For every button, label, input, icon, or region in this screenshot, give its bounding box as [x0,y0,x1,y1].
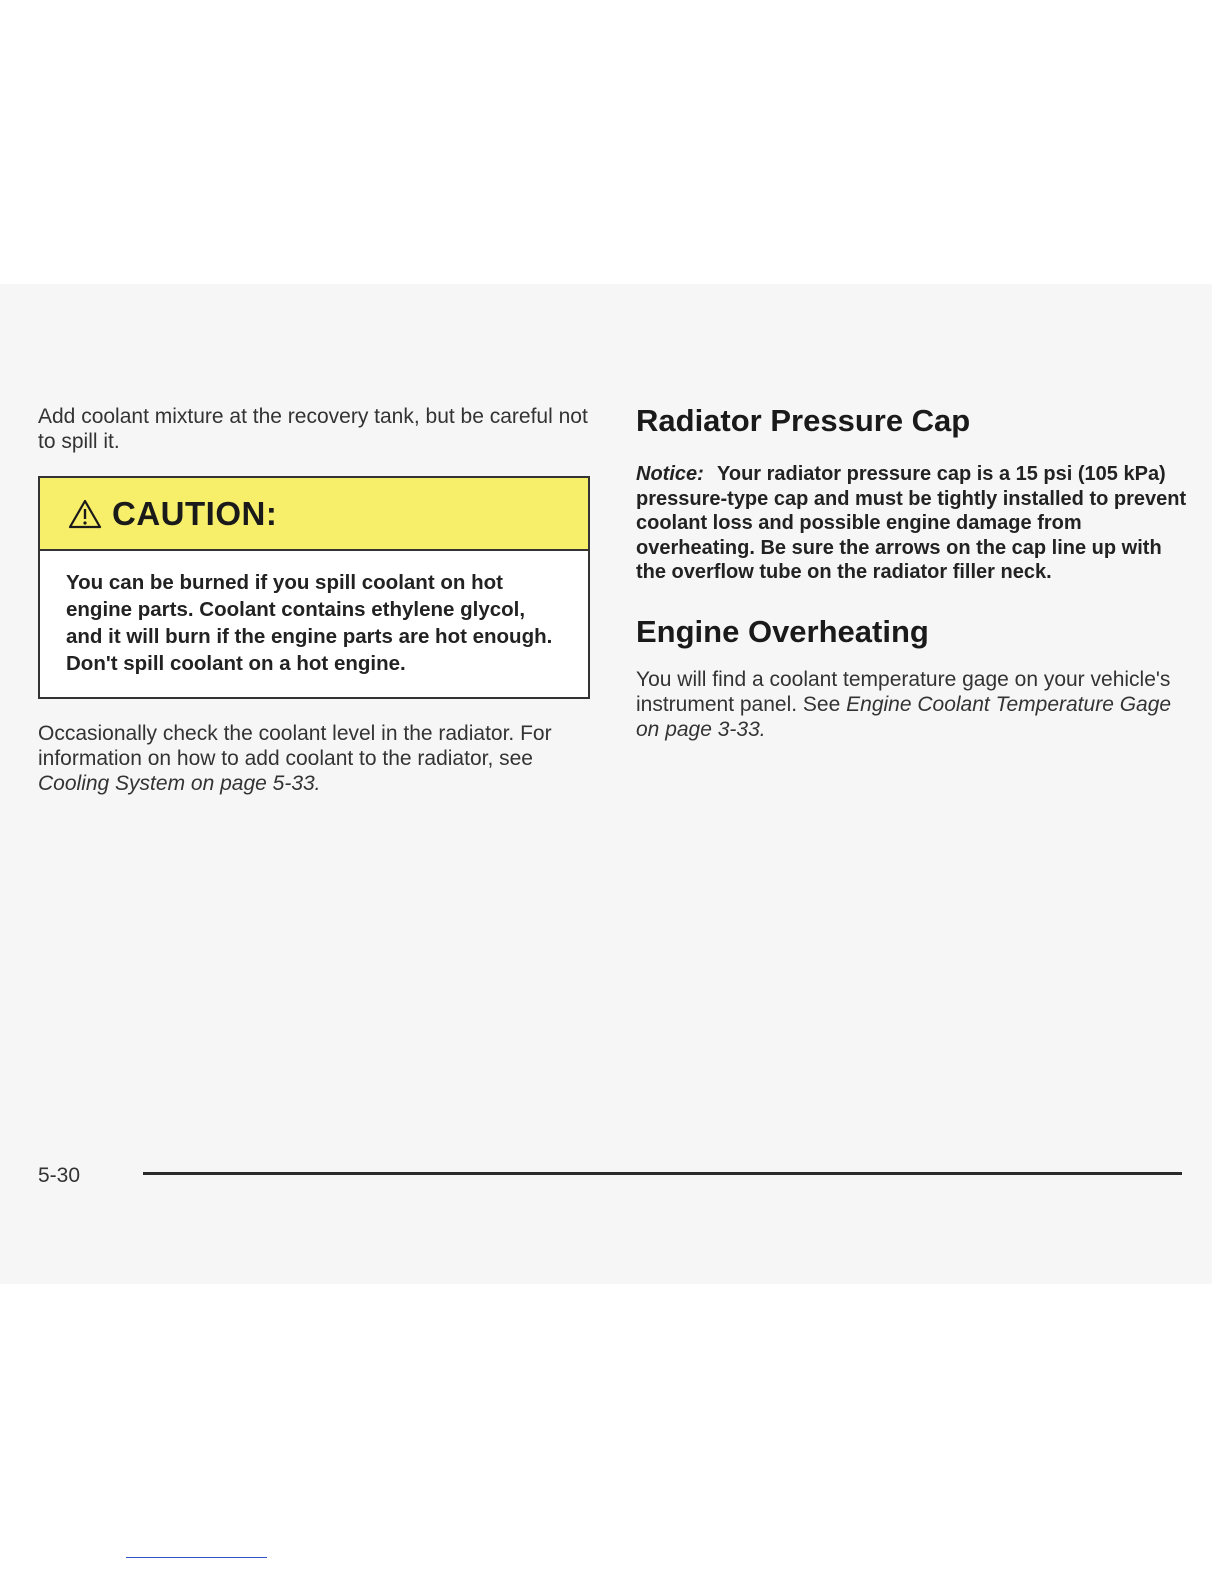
engine-overheating-heading: Engine Overheating [636,613,929,649]
coolant-gage-reference[interactable]: Engine Coolant Temperature Gage on page 3-33. [636,692,1172,741]
caution-title: CAUTION: [112,494,278,532]
footer-rule [143,1172,1182,1175]
right-column [636,400,1188,742]
check-text: Occasionally check the coolant level in the radiator. For information on how to add coolant to the radiator, see [38,722,552,770]
bottom-divider [126,1557,267,1558]
caution-body: You can be burned if you spill coolant on hot engine parts. Coolant contains ethylene glycol, and it will burn if the engine parts are hot enough. Don't spill coolant on a hot engine. [66,571,553,675]
left-column [38,404,590,796]
warning-triangle-icon [68,499,102,529]
check-paragraph [38,721,590,796]
caution-box [38,476,590,699]
caution-header [40,478,588,551]
cooling-system-reference[interactable]: Cooling System on page 5-33. [38,772,321,795]
notice-paragraph [636,462,1188,585]
overheating-text: You will find a coolant temperature gage on your vehicle's instrument panel. See [636,667,1171,716]
radiator-pressure-cap-heading: Radiator Pressure Cap [636,403,971,438]
page-number: 5-30 [38,1164,81,1187]
intro-paragraph: Add coolant mixture at the recovery tank, but be careful not to spill it. [38,405,588,453]
notice-label: Notice: [636,463,704,485]
overheating-paragraph [636,667,1188,742]
notice-text: Your radiator pressure cap is a 15 psi (105 kPa) pressure-type cap and must be tightly installed to prevent coolant loss and possible engine damage from overheating. Be sure the arrows on the cap line up with the overflow tube on the radiator filler neck. [636,463,1187,583]
